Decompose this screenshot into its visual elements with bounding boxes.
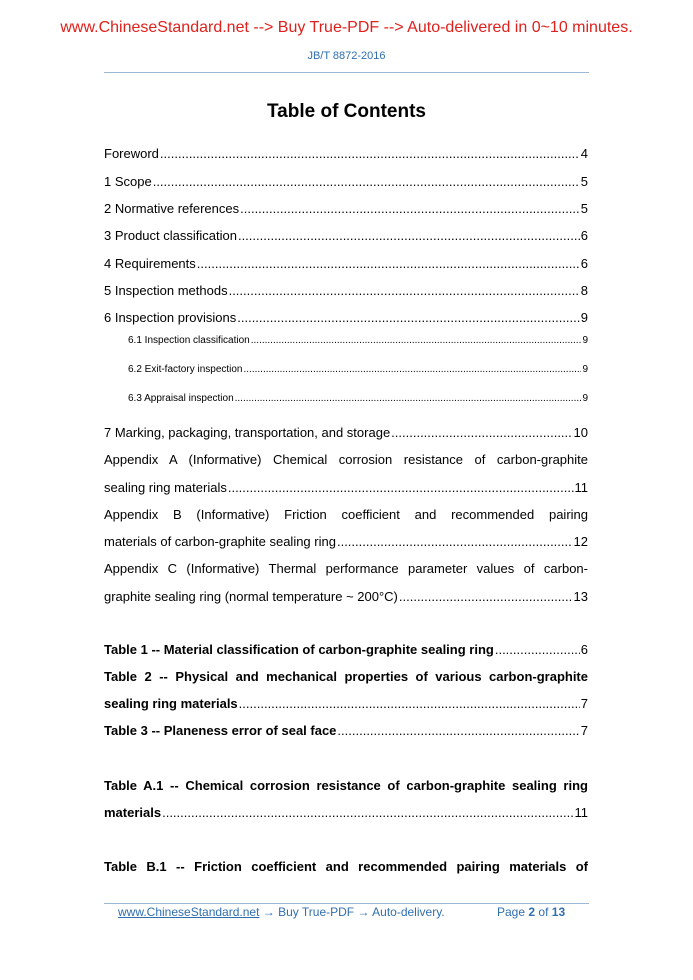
toc-entry-table-a1[interactable] [104,805,588,820]
page-total: 13 [551,905,566,919]
toc-entry-normative-references[interactable] [104,201,588,216]
toc-page-number: 11 [574,480,588,495]
toc-entry-appendix-c[interactable] [104,589,588,604]
dot-leader [251,335,582,346]
page-label: Page [497,905,526,919]
toc-page-number: 6 [580,228,588,243]
dot-leader [237,310,580,325]
dot-leader [238,228,580,243]
toc-page-number: 11 [574,805,588,820]
footer-links [118,905,445,919]
toc-entry-requirements[interactable] [104,256,588,271]
toc-entry-product-classification[interactable] [104,228,588,243]
toc-subentry-6-3[interactable] [128,393,588,404]
toc-page-number: 7 [580,696,588,711]
toc-entry-foreword[interactable] [104,146,588,161]
dot-leader [244,364,582,375]
toc-entry-label: 2 Normative references [104,201,240,216]
toc-entry-table-3[interactable] [104,723,588,738]
toc-entry-inspection-methods[interactable] [104,283,588,298]
toc-page-number: 12 [573,534,588,549]
arrow-right-icon: → [262,905,275,919]
dot-leader [160,146,580,161]
toc-page-number: 9 [582,364,588,375]
toc-entry-label: 3 Product classification [104,228,237,243]
toc-entry-label: Table 3 -- Planeness error of seal face [104,723,337,738]
toc-entry-inspection-provisions[interactable] [104,310,588,325]
dot-leader [495,642,580,657]
toc-entry-label: sealing ring materials [104,696,238,711]
dot-leader [337,534,573,549]
toc-subentry-6-2[interactable] [128,364,588,375]
toc-entry-label: 1 Scope [104,174,152,189]
toc-page-number: 5 [580,201,588,216]
toc-entry-label: 4 Requirements [104,256,196,271]
dot-leader [153,174,580,189]
toc-entry-appendix-a-line1[interactable]: Appendix A (Informative) Chemical corrosion resistance of carbon-graphite [104,452,588,467]
toc-page-number: 9 [582,335,588,346]
toc-entry-marking[interactable] [104,425,588,440]
toc-entry-label: 6 Inspection provisions [104,310,237,325]
toc-entry-table-2-line1[interactable]: Table 2 -- Physical and mechanical properties of various carbon-graphite [104,669,588,684]
dot-leader [162,805,573,820]
page-indicator [497,905,565,919]
of-label: of [538,905,549,919]
toc-entry-table-1[interactable] [104,642,588,657]
toc-entry-label: Foreword [104,146,159,161]
toc-page-number: 10 [573,425,588,440]
toc-entry-label: sealing ring materials [104,480,227,495]
toc-entry-label: materials of carbon-graphite sealing ring [104,534,336,549]
toc-entry-scope[interactable] [104,174,588,189]
toc-entry-table-2[interactable] [104,696,588,711]
dot-leader [337,723,579,738]
toc-entry-label: 6.2 Exit-factory inspection [128,364,243,375]
footer-divider [104,903,589,904]
dot-leader [399,589,573,604]
footer-site-link[interactable]: www.ChineseStandard.net [118,905,260,919]
toc-entry-label: 7 Marking, packaging, transportation, and storage [104,425,391,440]
toc-entry-label: materials [104,805,162,820]
toc-entry-appendix-a[interactable] [104,480,588,495]
toc-entry-appendix-c-line1[interactable]: Appendix C (Informative) Thermal performance parameter values of carbon- [104,561,588,576]
toc-entry-label: 6.1 Inspection classification [128,335,250,346]
dot-leader [228,480,574,495]
toc-subentry-6-1[interactable] [128,335,588,346]
toc-entry-label: 5 Inspection methods [104,283,228,298]
toc-entry-table-a1-line1[interactable]: Table A.1 -- Chemical corrosion resistance of carbon-graphite sealing ring [104,778,588,793]
footer-buy-text: Buy True-PDF [278,905,355,919]
toc-page-number: 9 [582,393,588,404]
toc-entry-label: Table 1 -- Material classification of carbon-graphite sealing ring [104,642,494,657]
toc-page-number: 13 [573,589,588,604]
toc-entry-label: graphite sealing ring (normal temperature ~ 200°C) [104,589,398,604]
dot-leader [235,393,582,404]
dot-leader [391,425,572,440]
header-divider [104,72,589,73]
toc-entry-appendix-b-line1[interactable]: Appendix B (Informative) Friction coefficient and recommended pairing [104,507,588,522]
document-number: JB/T 8872-2016 [307,50,386,62]
toc-page-number: 9 [580,310,588,325]
page-title: Table of Contents [266,101,427,122]
toc-page-number: 6 [580,642,588,657]
dot-leader [229,283,580,298]
toc-entry-appendix-b[interactable] [104,534,588,549]
toc-page-number: 8 [580,283,588,298]
dot-leader [240,201,580,216]
toc-page-number: 6 [580,256,588,271]
toc-page-number: 7 [580,723,588,738]
toc-page-number: 5 [580,174,588,189]
toc-entry-table-b1-line1[interactable]: Table B.1 -- Friction coefficient and recommended pairing materials of [104,859,588,874]
toc-entry-label: 6.3 Appraisal inspection [128,393,234,404]
promo-banner[interactable]: www.ChineseStandard.net --> Buy True-PDF --> Auto-delivered in 0~10 minutes. [60,19,633,36]
dot-leader [239,696,580,711]
toc-page-number: 4 [580,146,588,161]
arrow-right-icon: → [357,905,370,919]
dot-leader [197,256,580,271]
footer-auto-text: Auto-delivery. [372,905,445,919]
page-current: 2 [528,905,536,919]
